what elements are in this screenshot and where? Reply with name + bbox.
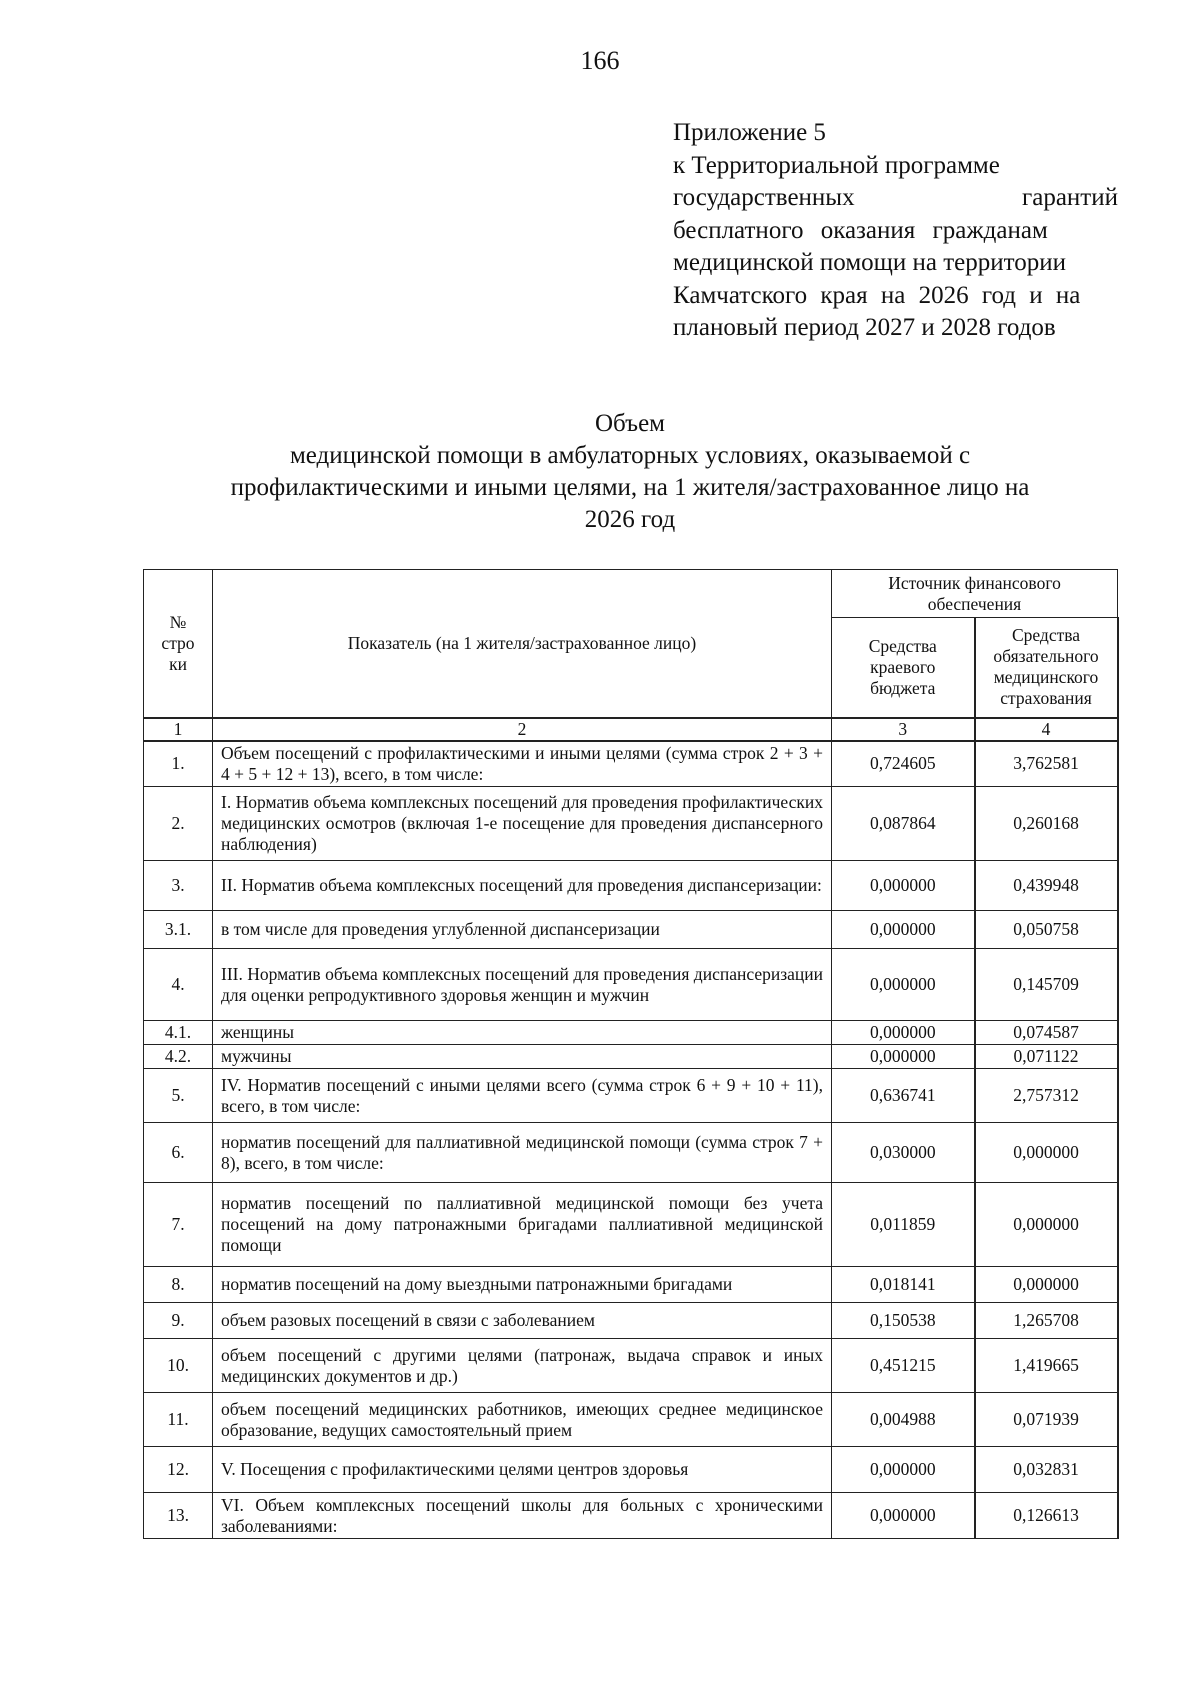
row-number: 7. <box>144 1183 213 1267</box>
appendix-line: Камчатского края на 2026 год и на <box>673 281 1081 309</box>
table-row <box>144 1493 1118 1539</box>
row-number: 5. <box>144 1069 213 1123</box>
header-funding-source: Источник финансового обеспечения <box>832 570 1118 618</box>
table-row <box>144 861 1118 911</box>
row-indicator: норматив посещений для паллиативной медицинской помощи (сумма строк 7 + 8), всего, в том числе: <box>213 1123 832 1183</box>
row-budget-value: 0,004988 <box>832 1393 975 1447</box>
row-oms-value: 0,000000 <box>975 1267 1118 1303</box>
column-number: 2 <box>213 718 832 741</box>
row-indicator: III. Норматив объема комплексных посещений для проведения диспансеризации для оценки репродуктивного здоровья женщин и мужчин <box>213 949 832 1021</box>
header-row-number: № стро ки <box>144 570 213 718</box>
appendix-line: бесплатного оказания гражданам <box>673 216 1048 244</box>
row-indicator: объем посещений с другими целями (патронаж, выдача справок и иных медицинских документов и др.) <box>213 1339 832 1393</box>
row-budget-value: 0,150538 <box>832 1303 975 1339</box>
row-budget-value: 0,011859 <box>832 1183 975 1267</box>
table-row <box>144 1123 1118 1183</box>
row-oms-value: 0,145709 <box>975 949 1118 1021</box>
row-oms-value: 0,050758 <box>975 911 1118 949</box>
row-budget-value: 0,000000 <box>832 949 975 1021</box>
row-number: 10. <box>144 1339 213 1393</box>
row-oms-value: 0,000000 <box>975 1183 1118 1267</box>
row-number: 6. <box>144 1123 213 1183</box>
table-row <box>144 911 1118 949</box>
header-indicator: Показатель (на 1 жителя/застрахованное лицо) <box>213 570 832 718</box>
row-oms-value: 2,757312 <box>975 1069 1118 1123</box>
row-number: 4. <box>144 949 213 1021</box>
row-budget-value: 0,030000 <box>832 1123 975 1183</box>
row-oms-value: 0,071939 <box>975 1393 1118 1447</box>
title-line: Объем <box>595 410 665 437</box>
table-row <box>144 1447 1118 1493</box>
row-indicator: VI. Объем комплексных посещений школы для больных с хроническими заболеваниями: <box>213 1493 832 1539</box>
row-indicator: Объем посещений с профилактическими и иными целями (сумма строк 2 + 3 + 4 + 5 + 12 + 13), всего, в том числе: <box>213 741 832 787</box>
column-number: 3 <box>832 718 975 741</box>
appendix-word: государственных <box>673 184 855 211</box>
row-oms-value: 3,762581 <box>975 741 1118 787</box>
row-budget-value: 0,000000 <box>832 911 975 949</box>
appendix-line: Приложение 5 <box>673 119 826 146</box>
row-number: 4.1. <box>144 1021 213 1045</box>
row-oms-value: 0,032831 <box>975 1447 1118 1493</box>
row-indicator: в том числе для проведения углубленной диспансеризации <box>213 911 832 949</box>
row-budget-value: 0,000000 <box>832 1045 975 1069</box>
table-row <box>144 1021 1118 1045</box>
row-number: 11. <box>144 1393 213 1447</box>
title-line: медицинской помощи в амбулаторных условиях, оказываемой с <box>289 442 971 469</box>
row-oms-value: 1,265708 <box>975 1303 1118 1339</box>
row-number: 4.2. <box>144 1045 213 1069</box>
appendix-line-justified <box>673 182 1118 215</box>
row-budget-value: 0,000000 <box>832 1493 975 1539</box>
row-number: 13. <box>144 1493 213 1539</box>
row-number: 1. <box>144 741 213 787</box>
row-number: 8. <box>144 1267 213 1303</box>
row-oms-value: 0,071122 <box>975 1045 1118 1069</box>
row-indicator: норматив посещений на дому выездными патронажными бригадами <box>213 1267 832 1303</box>
row-oms-value: 0,074587 <box>975 1021 1118 1045</box>
row-indicator: I. Норматив объема комплексных посещений для проведения профилактических медицинских осмотров (включая 1-е посещение для проведения диспансерного наблюдения) <box>213 787 832 861</box>
document-title <box>100 408 1160 536</box>
row-oms-value: 0,439948 <box>975 861 1118 911</box>
row-oms-value: 0,260168 <box>975 787 1118 861</box>
row-number: 3.1. <box>144 911 213 949</box>
table-row <box>144 1393 1118 1447</box>
table-row <box>144 1069 1118 1123</box>
header-oms: Средства обязательного медицинского страхования <box>975 618 1118 718</box>
appendix-word: гарантий <box>1021 184 1118 211</box>
page-number: 166 <box>580 46 620 75</box>
table-row <box>144 787 1118 861</box>
row-indicator: женщины <box>213 1021 832 1045</box>
table-row <box>144 949 1118 1021</box>
row-indicator: норматив посещений по паллиативной медицинской помощи без учета посещений на дому патронажными бригадами паллиативной медицинской помощи <box>213 1183 832 1267</box>
row-budget-value: 0,000000 <box>832 861 975 911</box>
row-indicator: II. Норматив объема комплексных посещений для проведения диспансеризации: <box>213 861 832 911</box>
table-row <box>144 741 1118 787</box>
row-indicator: объем посещений медицинских работников, имеющих среднее медицинское образование, ведущих самостоятельный прием <box>213 1393 832 1447</box>
table-row <box>144 1183 1118 1267</box>
row-number: 3. <box>144 861 213 911</box>
row-oms-value: 0,126613 <box>975 1493 1118 1539</box>
row-indicator: V. Посещения с профилактическими целями центров здоровья <box>213 1447 832 1493</box>
table-row <box>144 1267 1118 1303</box>
appendix-line: к Территориальной программе <box>673 151 1000 179</box>
row-oms-value: 0,000000 <box>975 1123 1118 1183</box>
row-budget-value: 0,087864 <box>832 787 975 861</box>
row-oms-value: 1,419665 <box>975 1339 1118 1393</box>
table-row <box>144 1339 1118 1393</box>
appendix-header <box>673 117 1118 345</box>
row-budget-value: 0,018141 <box>832 1267 975 1303</box>
row-budget-value: 0,000000 <box>832 1447 975 1493</box>
row-indicator: IV. Норматив посещений с иными целями всего (сумма строк 6 + 9 + 10 + 11), всего, в том числе: <box>213 1069 832 1123</box>
appendix-line: медицинской помощи на территории <box>673 249 1067 276</box>
table-row <box>144 1045 1118 1069</box>
title-line: 2026 год <box>584 506 676 533</box>
row-number: 2. <box>144 787 213 861</box>
row-indicator: мужчины <box>213 1045 832 1069</box>
column-number: 1 <box>144 718 213 741</box>
volume-table <box>143 569 1119 1539</box>
row-indicator: объем разовых посещений в связи с заболеванием <box>213 1303 832 1339</box>
row-budget-value: 0,636741 <box>832 1069 975 1123</box>
appendix-line: плановый период 2027 и 2028 годов <box>673 314 1056 341</box>
row-budget-value: 0,724605 <box>832 741 975 787</box>
title-line: профилактическими и иными целями, на 1 жителя/застрахованное лицо на <box>230 474 1030 501</box>
row-budget-value: 0,000000 <box>832 1021 975 1045</box>
column-number: 4 <box>975 718 1118 741</box>
row-number: 12. <box>144 1447 213 1493</box>
row-budget-value: 0,451215 <box>832 1339 975 1393</box>
table-row <box>144 1303 1118 1339</box>
row-number: 9. <box>144 1303 213 1339</box>
header-regional-budget: Средства краевого бюджета <box>832 618 975 718</box>
